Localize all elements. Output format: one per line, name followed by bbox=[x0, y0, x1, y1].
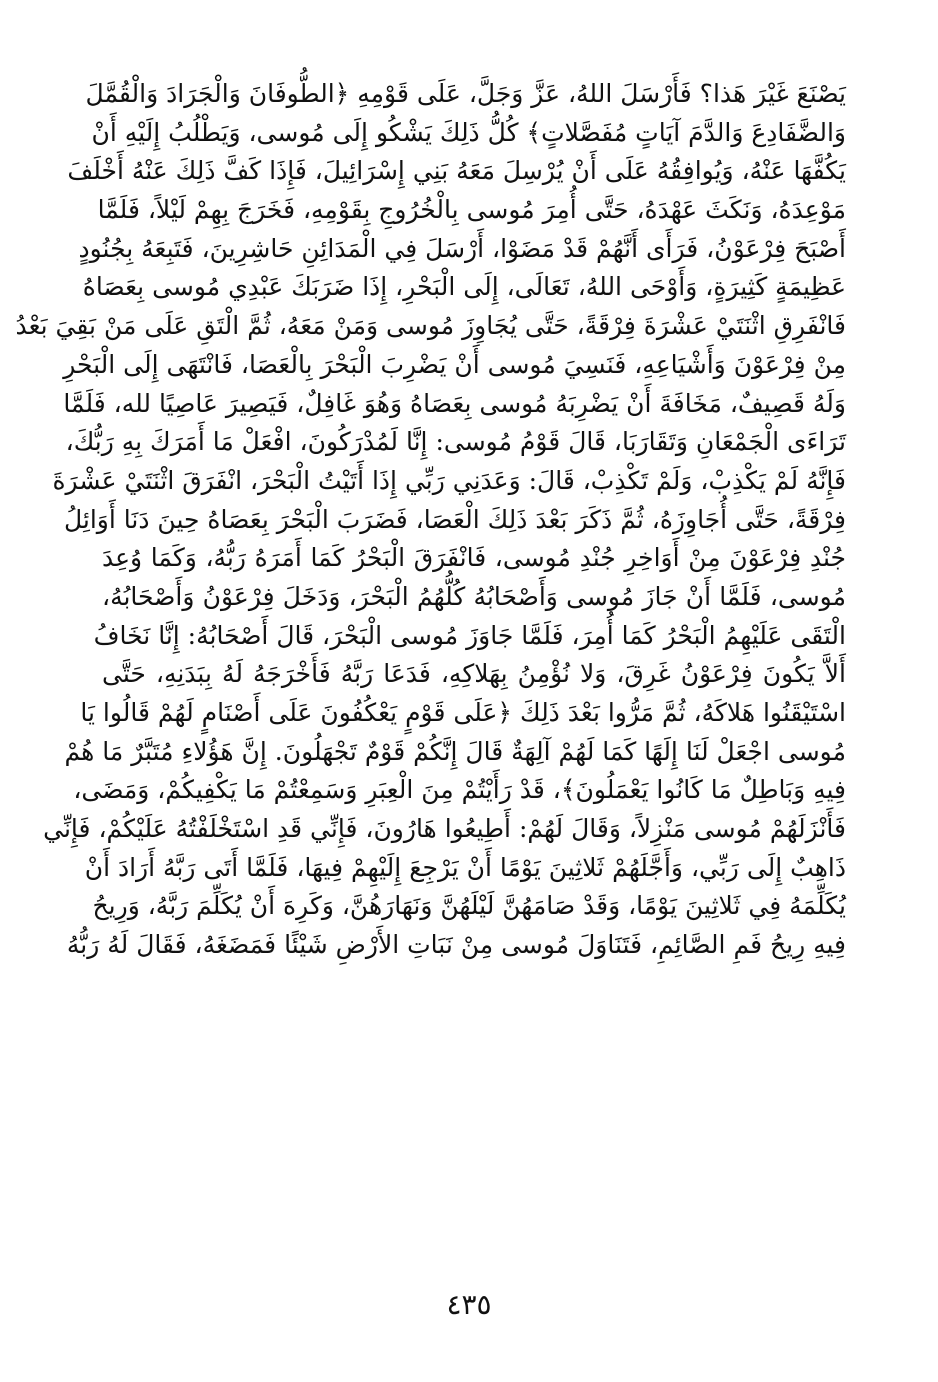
text-line: مُوسى اجْعَلْ لَنَا إِلَهًا كَمَا لَهُمْ آلِهَةٌ قَالَ إِنَّكُمْ قَوْمٌ تَجْهَلُونَ. إِنَّ هَؤُلاءِ مُتَبَّرٌ مَا هُمْ bbox=[64, 736, 846, 766]
text-line: الْتَقَى عَلَيْهِمُ الْبَحْرُ كَمَا أُمِرَ، فَلَمَّا جَاوَزَ مُوسى الْبَحْرَ، قَالَ أَصْحَابُهُ: إِنَّا نَخَافُ bbox=[93, 620, 846, 650]
text-line: فِيهِ رِيحُ فَمِ الصَّائِمِ، فَتَنَاوَلَ مُوسى مِنْ نَبَاتِ الأَرْضِ شَيْئًا فَمَضَغَهُ، فَقَالَ لَهُ رَبُّهُ bbox=[66, 930, 846, 960]
text-line: تَرَاءَى الْجَمْعَانِ وَتَقَارَبَا، قَالَ قَوْمُ مُوسى: إِنَّا لَمُدْرَكُونَ، افْعَلْ مَا أَمَرَكَ بِهِ رَبُّكَ، bbox=[65, 427, 846, 457]
text-line: فِرْقَةً، حَتَّى أُجَاوِزَهُ، ثُمَّ ذَكَرَ بَعْدَ ذَلِكَ الْعَصَا، فَضَرَبَ الْبَحْرَ بِعَصَاهُ حِينَ دَنَا أَوَائِلُ bbox=[63, 504, 846, 534]
page-number: ٤٣٥ bbox=[446, 1288, 492, 1321]
text-line: فَأَنْزَلَهُمْ مُوسى مَنْزِلاً، وَقَالَ لَهُمْ: أَطِيعُوا هَارُونَ، فَإِنِّي قَدِ اسْتَخْلَفْتُهُ عَلَيْكُمْ، فَإِنِّي bbox=[43, 814, 846, 844]
text-line: يَكُفَّهَا عَنْهُ، وَيُوافِقُهُ عَلَى أَنْ يُرْسِلَ مَعَهُ بَنِي إِسْرَائِيلَ، فَإِذَا كَفَّ ذَلِكَ عَنْهُ أَخْلَفَ bbox=[67, 156, 846, 186]
text-line: أَلاَّ يَكُونَ فِرْعَوْنُ غَرِقَ، وَلا نُؤْمِنُ بِهَلاكِهِ، فَدَعَا رَبَّهُ فَأَخْرَجَهُ لَهُ بِبَدَنِهِ، حَتَّى bbox=[102, 659, 846, 689]
text-line: فَانْفَرِقِ اثْنَتَيْ عَشْرَةَ فِرْقَةً، حَتَّى يُجَاوِزَ مُوسى وَمَنْ مَعَهُ، ثُمَّ الْتَقِ عَلَى مَنْ بَقِيَ بَعْدُ bbox=[15, 311, 846, 341]
text-line: مُوسى، فَلَمَّا أَنْ جَازَ مُوسى وَأَصْحَابُهُ كُلُّهُمُ الْبَحْرَ، وَدَخَلَ فِرْعَوْنُ وَأَصْحَابُهُ، bbox=[102, 581, 846, 611]
text-line: ذَاهِبٌ إِلَى رَبِّي، وَأَجَّلَهُمْ ثَلاثِينَ يَوْمًا أَنْ يَرْجِعَ إِلَيْهِمْ فِيهَا، فَلَمَّا أَتَى رَبَّهُ أَرَادَ أَنْ bbox=[84, 852, 846, 882]
text-line: وَالضَّفَادِعَ وَالدَّمَ آيَاتٍ مُفَصَّلاتٍ﴾ كُلُّ ذَلِكَ يَشْكُو إِلَى مُوسى، وَيَطْلُبُ إِلَيْهِ أَنْ bbox=[91, 117, 846, 147]
text-line: مِنْ فِرْعَوْنَ وَأَشْيَاعِهِ، فَنَسِيَ مُوسى أَنْ يَضْرِبَ الْبَحْرَ بِالْعَصَا، فَانْتَهَى إِلَى الْبَحْرِ bbox=[63, 349, 846, 379]
text-line: فَإِنَّهُ لَمْ يَكْذِبْ، وَلَمْ تَكْذِبْ، قَالَ: وَعَدَنِي رَبِّي إِذَا أَتَيْتُ الْبَحْرَ، انْفَرَقَ اثْنَتَيْ عَشْرَةَ bbox=[52, 465, 846, 495]
page-body bbox=[15, 75, 846, 965]
text-line: يُكَلِّمَهُ فِي ثَلاثِينَ يَوْمًا، وَقَدْ صَامَهُنَّ لَيْلَهُنَّ وَنَهَارَهُنَّ، وَكَرِهَ أَنْ يُكَلِّمَ رَبَّهُ، وَرِيحُ bbox=[92, 891, 846, 921]
text-line: وَلَهُ قَصِيفٌ، مَخَافَةَ أَنْ يَضْرِبَهُ مُوسى بِعَصَاهُ وَهُوَ غَافِلٌ، فَيَصِيرَ عَاصِيًا لله، فَلَمَّا bbox=[63, 388, 846, 418]
text-line: أَصْبَحَ فِرْعَوْنُ، فَرَأَى أَنَّهُمْ قَدْ مَضَوْا، أَرْسَلَ فِي الْمَدَائِنِ حَاشِرِينَ، فَتَبِعَهُ بِجُنُودٍ bbox=[78, 233, 846, 263]
text-line: جُنْدِ فِرْعَوْنَ مِنْ أَوَاخِرِ جُنْدِ مُوسى، فَانْفَرَقَ الْبَحْرُ كَمَا أَمَرَهُ رَبُّهُ، وَكَمَا وُعِدَ bbox=[102, 543, 846, 573]
text-line: فِيهِ وَبَاطِلٌ مَا كَانُوا يَعْمَلُونَ﴾، قَدْ رَأَيْتُمْ مِنَ الْعِبَرِ وَسَمِعْتُمْ مَا يَكْفِيكُمْ، وَمَضَى، bbox=[73, 775, 846, 805]
text-line: اسْتَيْقَنُوا هَلاكَهُ، ثُمَّ مَرُّوا بَعْدَ ذَلِكَ ﴿عَلَى قَوْمٍ يَعْكُفُونَ عَلَى أَصْنَامٍ لَهُمْ قَالُوا يَا bbox=[80, 698, 846, 727]
text-line: يَصْنَعَ غَيْرَ هَذا؟ فَأَرْسَلَ اللهُ، عَزَّ وَجَلَّ، عَلَى قَوْمِهِ ﴿الطُّوفَانَ وَالْجَرَادَ وَالْقُمَّلَ bbox=[85, 79, 846, 108]
text-line: عَظِيمَةٍ كَثِيرَةٍ، وَأَوْحَى اللهُ، تَعَالَى، إِلَى الْبَحْرِ، إِذَا ضَرَبَكَ عَبْدِي مُوسى بِعَصَاهُ bbox=[82, 272, 846, 302]
text-line: مَوْعِدَهُ، وَنَكَثَ عَهْدَهُ، حَتَّى أُمِرَ مُوسى بِالْخُرُوجِ بِقَوْمِهِ، فَخَرَجَ بِهِمْ لَيْلاً، فَلَمَّا bbox=[97, 195, 846, 225]
